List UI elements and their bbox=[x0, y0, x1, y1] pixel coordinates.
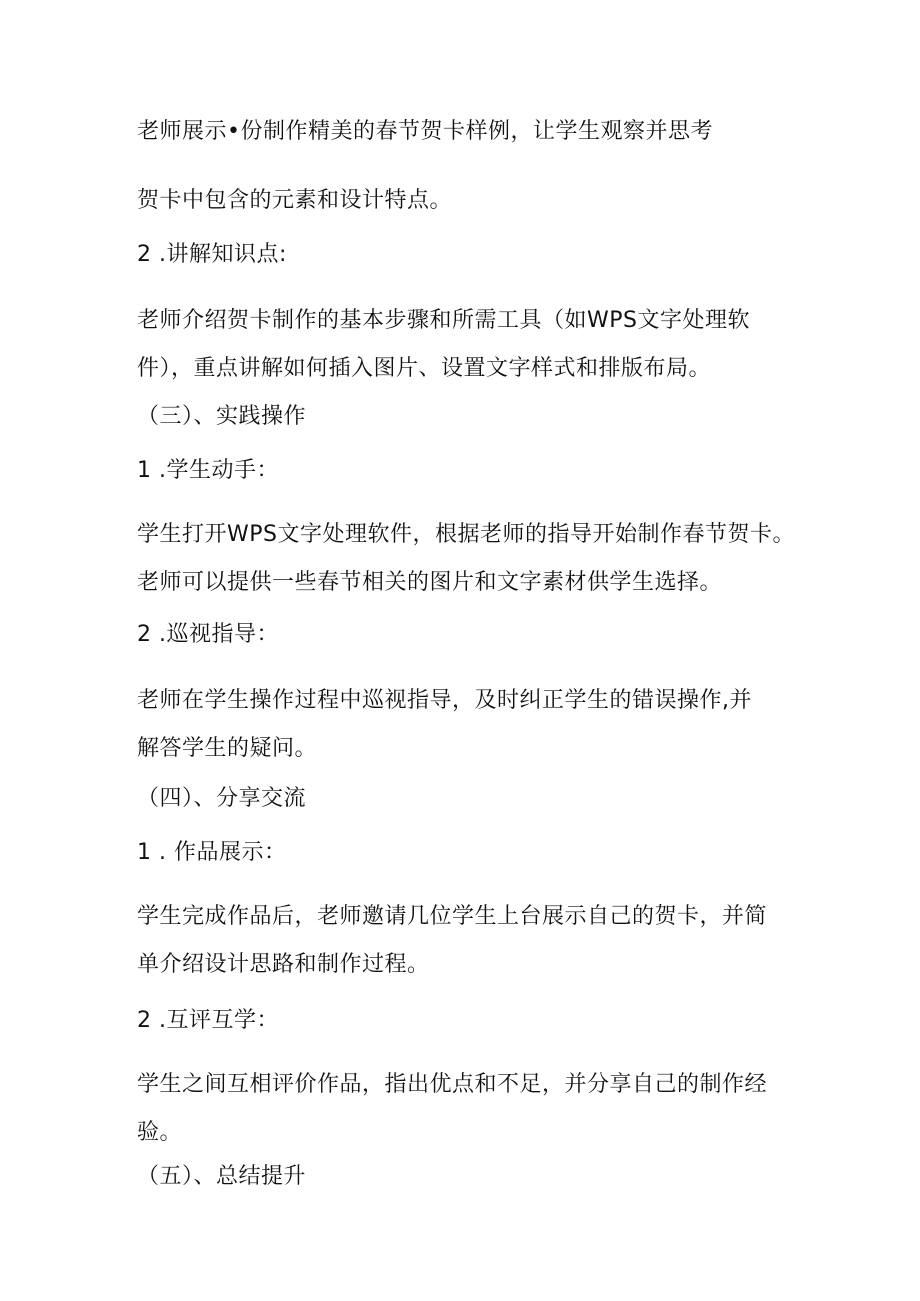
list-item-heading: 1 .学生动手： bbox=[137, 458, 279, 483]
paragraph-line: 验。 bbox=[137, 1120, 183, 1145]
list-item-heading: 1 . 作品展示： bbox=[137, 840, 287, 865]
list-item-heading: 2 .讲解知识点: bbox=[137, 242, 287, 267]
section-heading: （五）、总结提升 bbox=[137, 1164, 307, 1189]
paragraph-line: 老师可以提供一些春节相关的图片和文字素材供学生选择。 bbox=[137, 570, 723, 595]
paragraph-line: 老师介绍贺卡制作的基本步骤和所需工具（如WPS文字处理软 bbox=[137, 308, 750, 333]
paragraph-line: 老师展示•份制作精美的春节贺卡样例，让学生观察并思考 bbox=[137, 119, 713, 144]
paragraph-line: 学生打开WPS文字处理软件，根据老师的指导开始制作春节贺卡。 bbox=[137, 522, 795, 547]
paragraph-line: 老师在学生操作过程中巡视指导，及时纠正学生的错误操作,并 bbox=[137, 688, 752, 713]
list-item-heading: 2 .互评互学： bbox=[137, 1008, 279, 1033]
paragraph-line: 学生完成作品后，老师邀请几位学生上台展示自己的贺卡，并简 bbox=[137, 904, 768, 929]
paragraph-line: 解答学生的疑问。 bbox=[137, 736, 318, 761]
paragraph-line: 学生之间互相评价作品，指出优点和不足，并分享自己的制作经 bbox=[137, 1072, 768, 1097]
list-item-heading: 2 .巡视指导： bbox=[137, 622, 279, 647]
section-heading: （四）、分享交流 bbox=[137, 786, 307, 811]
paragraph-line: 贺卡中包含的元素和设计特点。 bbox=[137, 188, 453, 213]
paragraph-line: 件），重点讲解如何插入图片、设置文字样式和排版布局。 bbox=[137, 356, 712, 381]
paragraph-line: 单介绍设计思路和制作过程。 bbox=[137, 952, 430, 977]
section-heading: （三）、实践操作 bbox=[137, 404, 307, 429]
